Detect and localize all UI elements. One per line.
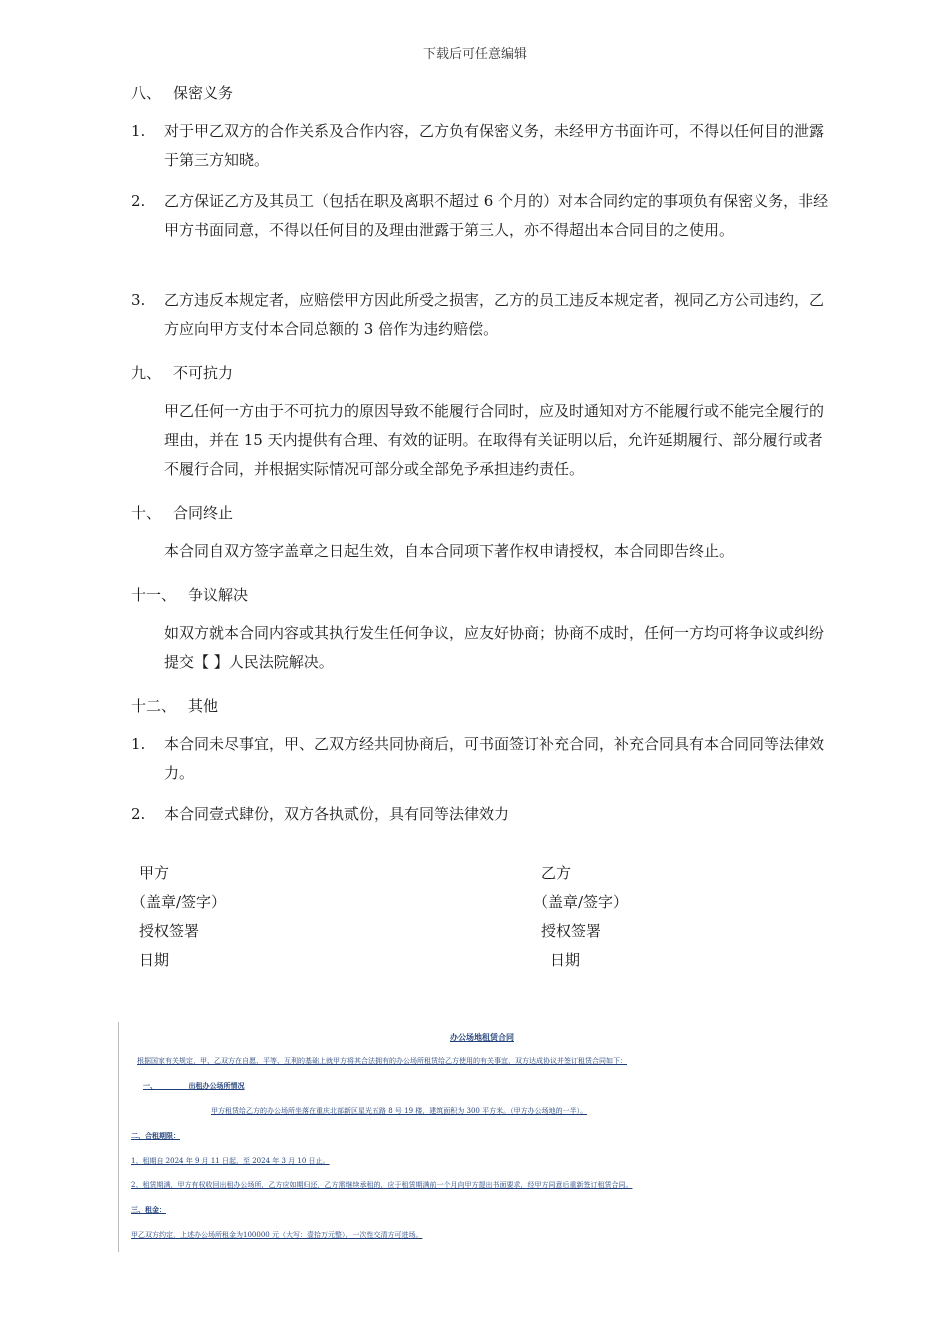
item-text: 本合同未尽事宜，甲、乙双方经共同协商后，可书面签订补充合同，补充合同具有本合同同等法律效力。 — [164, 735, 825, 782]
preview-line: 一、 出租办公场所情况 — [143, 1081, 245, 1090]
item-number: 1. — [131, 735, 146, 753]
paragraph-termination: 本合同自双方签字盖章之日起生效，自本合同项下著作权申请授权，本合同即告终止。 — [164, 542, 735, 560]
preview-line: 根据国家有关规定，甲、乙双方在自愿、平等、互利的基础上就甲方将其合法拥有的办公场所租赁给乙方使用的有关事宜，双方达成协议并签订租赁合同如下： — [137, 1057, 627, 1065]
list-item — [131, 117, 831, 175]
preview-line: 三、租金： — [131, 1205, 166, 1214]
section-number: 十、 — [131, 504, 162, 522]
list-item — [131, 286, 831, 344]
section-heading-12 — [131, 695, 218, 716]
party-b-label: 乙方 — [541, 864, 572, 882]
section-title: 不可抗力 — [173, 364, 234, 382]
page-header: 下载后可任意编辑 — [422, 47, 527, 62]
item-number: 2. — [131, 805, 146, 823]
list-item — [131, 800, 831, 829]
item-text: 乙方违反本规定者，应赔偿甲方因此所受之损害，乙方的员工违反本规定者，视同乙方公司违约，乙方应向甲方支付本合同总额的 3 倍作为违约赔偿。 — [164, 291, 825, 338]
party-a-label: 甲方 — [139, 864, 170, 882]
party-b-date: 日期 — [550, 951, 581, 969]
party-b-seal: （盖章/签字） — [533, 893, 629, 911]
preview-line: 二、合租期限： — [131, 1131, 180, 1140]
party-a-seal: （盖章/签字） — [131, 893, 227, 911]
item-number: 1. — [131, 122, 146, 140]
item-number: 2. — [131, 192, 146, 210]
section-title: 争议解决 — [188, 586, 249, 604]
preview-line: 1、租期自 2024 年 9 月 11 日起，至 2024 年 3 月 10 日止。 — [131, 1157, 330, 1165]
preview-line: 2、租赁期满，甲方有权收回出租办公场所，乙方应如期归还，乙方需继续承租的，应于租赁期满前一个月向甲方提出书面要求，经甲方同意后重新签订租赁合同。 — [131, 1181, 633, 1189]
item-text: 对于甲乙双方的合作关系及合作内容，乙方负有保密义务，未经甲方书面许可，不得以任何目的泄露于第三方知晓。 — [164, 122, 825, 169]
section-heading-11 — [131, 584, 248, 605]
section-number: 八、 — [131, 84, 162, 102]
embedded-document-preview — [118, 1022, 819, 1252]
party-a-date: 日期 — [139, 951, 170, 969]
paragraph-dispute: 如双方就本合同内容或其执行发生任何争议，应友好协商；协商不成时，任何一方均可将争议或纠纷提交【 】人民法院解决。 — [164, 624, 825, 671]
item-text: 本合同壹式肆份，双方各执贰份，具有同等法律效力 — [164, 805, 510, 823]
section-number: 十二、 — [131, 697, 177, 715]
list-item — [131, 730, 831, 788]
preview-title: 办公场地租赁合同 — [450, 1032, 514, 1042]
preview-line: 甲乙双方约定，上述办公场所租金为100000 元（大写：壹拾万元整），一次性交清方可进场。 — [131, 1231, 423, 1239]
section-heading-10 — [131, 502, 233, 523]
section-heading-9 — [131, 362, 233, 383]
preview-line: 甲方租赁给乙方的办公场所坐落在重庆北部新区星光五路 8 号 19 楼，建筑面积为 300 平方米。（甲方办公场地的一半）。 — [211, 1107, 588, 1115]
section-heading-8 — [131, 82, 233, 103]
list-item — [131, 187, 831, 245]
section-title: 保密义务 — [173, 84, 234, 102]
party-b-authorized: 授权签署 — [541, 922, 602, 940]
item-number: 3. — [131, 291, 146, 309]
section-title: 其他 — [188, 697, 219, 715]
section-title: 合同终止 — [173, 504, 234, 522]
section-number: 九、 — [131, 364, 162, 382]
section-number: 十一、 — [131, 586, 177, 604]
paragraph-force-majeure: 甲乙任何一方由于不可抗力的原因导致不能履行合同时，应及时通知对方不能履行或不能完全履行的理由，并在 15 天内提供有合理、有效的证明。在取得有关证明以后，允许延期履行、部分履行或者不履行合同，并根据实际情况可部分或全部免予承担违约责任。 — [164, 402, 825, 478]
item-text: 乙方保证乙方及其员工（包括在职及离职不超过 6 个月的）对本合同约定的事项负有保密义务，非经甲方书面同意，不得以任何目的及理由泄露于第三人，亦不得超出本合同目的之使用。 — [164, 192, 829, 239]
party-a-authorized: 授权签署 — [139, 922, 200, 940]
